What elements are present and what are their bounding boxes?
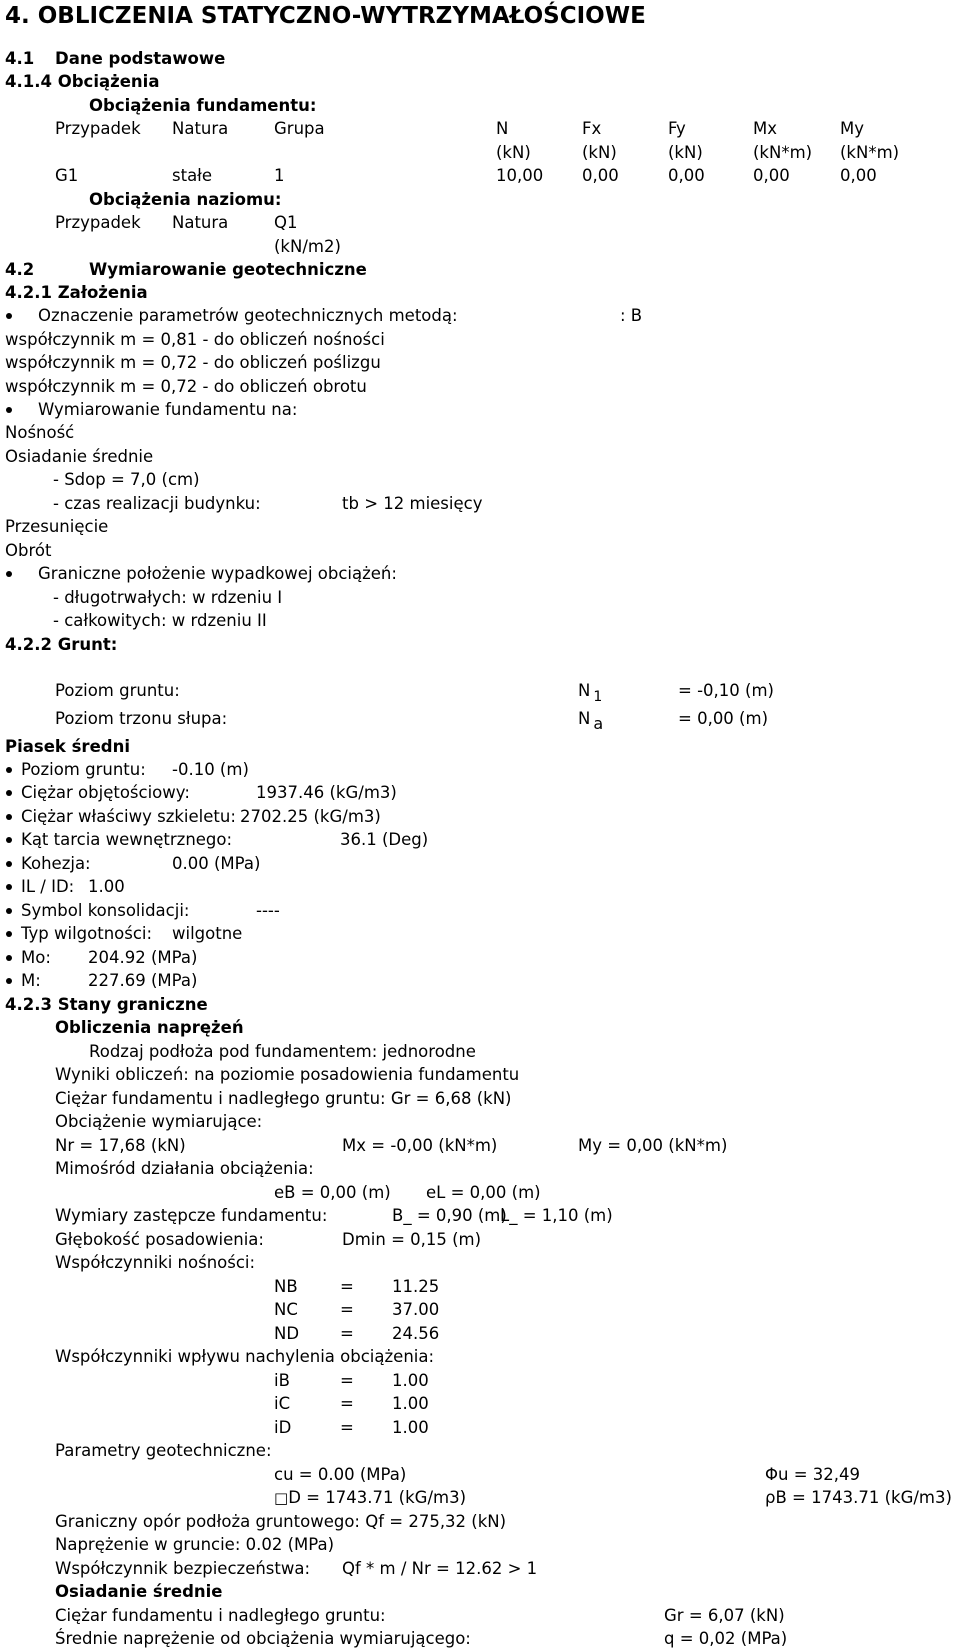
bullet-icon	[6, 571, 12, 577]
coef-name: iC	[274, 1394, 291, 1413]
settlement-stress-label: Średnie naprężenie od obciążenia wymiarującego:	[55, 1629, 471, 1648]
coef-value: 1.00	[392, 1394, 429, 1413]
prop-value: wilgotne	[172, 924, 243, 943]
prop-label: Typ wilgotności:	[21, 924, 153, 943]
equiv-dims-b: B_ = 0,90 (m)	[392, 1206, 507, 1225]
section-4-2-number: 4.2	[5, 260, 35, 279]
section-4-2-title: Wymiarowanie geotechniczne	[89, 260, 367, 279]
design-load-mx: Mx = -0,00 (kN*m)	[342, 1136, 498, 1155]
header-mx: Mx	[753, 119, 778, 138]
build-time-label: - czas realizacji budynku:	[53, 494, 261, 513]
coef-value: 24.56	[392, 1324, 440, 1343]
header-fx: Fx	[582, 119, 602, 138]
column-level-symbol: N a	[578, 709, 604, 733]
method-label: Oznaczenie parametrów geotechnicznych metodą:	[38, 306, 458, 325]
header-fy: Fy	[668, 119, 686, 138]
equiv-dims-label: Wymiary zastępcze fundamentu:	[55, 1206, 328, 1225]
header-case: Przypadek	[55, 119, 141, 138]
coef-name: ND	[274, 1324, 300, 1343]
coef-eq: =	[340, 1394, 354, 1413]
design-settlement: Osiadanie średnie	[5, 447, 154, 466]
unit-my: (kN*m)	[840, 143, 900, 162]
row-case: G1	[55, 166, 79, 185]
coef-value: 1.00	[392, 1418, 429, 1437]
build-time-value: tb > 12 miesięcy	[342, 494, 483, 513]
section-4-1-number: 4.1	[5, 49, 35, 68]
coef-value: 1.00	[392, 1371, 429, 1390]
eccentricity-long: - długotrwałych: w rdzeniu I	[53, 588, 283, 607]
coef-value: 37.00	[392, 1300, 440, 1319]
settlement-weight-label: Ciężar fundamentu i nadległego gruntu:	[55, 1606, 386, 1625]
section-4-1-title: Dane podstawowe	[55, 49, 226, 68]
ground-header-nature: Natura	[172, 213, 229, 232]
coef-eq: =	[340, 1418, 354, 1437]
ground-loads-title: Obciążenia naziomu:	[89, 190, 282, 209]
design-sliding: Przesunięcie	[5, 517, 109, 536]
prop-value: 1937.46 (kG/m3)	[256, 783, 397, 802]
row-n: 10,00	[496, 166, 544, 185]
foundation-loads-title: Obciążenia fundamentu:	[89, 96, 317, 115]
design-bearing: Nośność	[5, 423, 75, 442]
safety-factor-value: Qf * m / Nr = 12.62 > 1	[342, 1559, 538, 1578]
subsoil-type: Rodzaj podłoża pod fundamentem: jednorodne	[89, 1042, 476, 1061]
prop-label: IL / ID:	[21, 877, 75, 896]
bullet-icon	[6, 955, 12, 961]
section-4-2-2-title: 4.2.2 Grunt:	[5, 635, 118, 654]
bullet-icon	[6, 884, 12, 890]
param-gamma-d: □D = 1743.71 (kG/m3)	[274, 1488, 467, 1507]
param-cu: cu = 0.00 (MPa)	[274, 1465, 407, 1484]
coef-eq: =	[340, 1300, 354, 1319]
bullet-icon	[6, 978, 12, 984]
results-level: Wyniki obliczeń: na poziomie posadowienia fundamentu	[55, 1065, 520, 1084]
prop-value: 1.00	[88, 877, 125, 896]
row-fx: 0,00	[582, 166, 619, 185]
unit-fx: (kN)	[582, 143, 617, 162]
coef-eq: =	[340, 1277, 354, 1296]
design-label: Wymiarowanie fundamentu na:	[38, 400, 298, 419]
equiv-dims-l: L_ = 1,10 (m)	[500, 1206, 613, 1225]
design-load-nr: Nr = 17,68 (kN)	[55, 1136, 186, 1155]
section-4-1-4-title: 4.1.4 Obciążenia	[5, 72, 160, 91]
coef-rotation: współczynnik m = 0,72 - do obliczeń obrotu	[5, 377, 367, 396]
bullet-icon	[6, 790, 12, 796]
ground-level-symbol: N $_1$	[578, 681, 603, 705]
header-n: N	[496, 119, 509, 138]
bullet-icon	[6, 767, 12, 773]
coef-name: NB	[274, 1277, 298, 1296]
bullet-icon	[6, 837, 12, 843]
unit-n: (kN)	[496, 143, 531, 162]
ground-level-value: = -0,10 (m)	[678, 681, 774, 700]
method-value: : B	[620, 306, 643, 325]
limit-resistance: Graniczny opór podłoża gruntowego: Qf = 275,32 (kN)	[55, 1512, 507, 1531]
column-level-value: = 0,00 (m)	[678, 709, 769, 728]
settlement-weight-value: Gr = 6,07 (kN)	[664, 1606, 785, 1625]
eccentricity-label: Graniczne położenie wypadkowej obciążeń:	[38, 564, 397, 583]
prop-value: 227.69 (MPa)	[88, 971, 198, 990]
eccentricity-el: eL = 0,00 (m)	[426, 1183, 541, 1202]
row-my: 0,00	[840, 166, 877, 185]
foundation-weight: Ciężar fundamentu i nadległego gruntu: Gr = 6,68 (kN)	[55, 1089, 512, 1108]
ground-level-label: Poziom gruntu:	[55, 681, 180, 700]
prop-value: 0.00 (MPa)	[172, 854, 261, 873]
eccentricity-eb: eB = 0,00 (m)	[274, 1183, 391, 1202]
depth-label: Głębokość posadowienia:	[55, 1230, 264, 1249]
param-rho: ρB = 1743.71 (kG/m3)	[765, 1488, 952, 1507]
header-group: Grupa	[274, 119, 325, 138]
coef-name: iB	[274, 1371, 290, 1390]
prop-label: M:	[21, 971, 41, 990]
coef-bearing: współczynnik m = 0,81 - do obliczeń nośności	[5, 330, 385, 349]
stress-calc-title: Obliczenia naprężeń	[55, 1018, 244, 1037]
param-phi: Φu = 32,49	[765, 1465, 860, 1484]
row-fy: 0,00	[668, 166, 705, 185]
design-load-my: My = 0,00 (kN*m)	[578, 1136, 728, 1155]
depth-value: Dmin = 0,15 (m)	[342, 1230, 482, 1249]
prop-value: -0.10 (m)	[172, 760, 249, 779]
ground-header-q1: Q1	[274, 213, 298, 232]
coef-value: 11.25	[392, 1277, 440, 1296]
bullet-icon	[6, 908, 12, 914]
row-group: 1	[274, 166, 285, 185]
settlement-stress-value: q = 0,02 (MPa)	[664, 1629, 788, 1648]
geo-params-title: Parametry geotechniczne:	[55, 1441, 272, 1460]
bullet-icon	[6, 407, 12, 413]
prop-value: 2702.25 (kG/m3)	[240, 807, 381, 826]
missing-glyph-icon: □	[274, 1489, 289, 1507]
prop-label: Symbol konsolidacji:	[21, 901, 190, 920]
soil-name: Piasek średni	[5, 737, 130, 756]
safety-factor-label: Współczynnik bezpieczeństwa:	[55, 1559, 311, 1578]
coef-eq: =	[340, 1371, 354, 1390]
unit-mx: (kN*m)	[753, 143, 813, 162]
section-4-2-1-title: 4.2.1 Założenia	[5, 283, 148, 302]
bullet-icon	[6, 931, 12, 937]
ground-stress: Naprężenie w gruncie: 0.02 (MPa)	[55, 1535, 335, 1554]
settlement-title: Osiadanie średnie	[55, 1582, 223, 1601]
bullet-icon	[6, 814, 12, 820]
bullet-icon	[6, 861, 12, 867]
prop-value: 36.1 (Deg)	[340, 830, 429, 849]
bullet-icon	[6, 313, 12, 319]
coef-name: NC	[274, 1300, 298, 1319]
prop-label: Ciężar objętościowy:	[21, 783, 190, 802]
row-nature: stałe	[172, 166, 213, 185]
unit-fy: (kN)	[668, 143, 703, 162]
row-mx: 0,00	[753, 166, 790, 185]
sdop: - Sdop = 7,0 (cm)	[53, 470, 200, 489]
prop-value: ----	[256, 901, 280, 920]
page-title: 4. OBLICZENIA STATYCZNO-WYTRZYMAŁOŚCIOWE	[5, 3, 646, 29]
coef-name: iD	[274, 1418, 292, 1437]
prop-label: Mo:	[21, 948, 51, 967]
section-4-2-3-title: 4.2.3 Stany graniczne	[5, 995, 208, 1014]
design-load-title: Obciążenie wymiarujące:	[55, 1112, 263, 1131]
eccentricity-title: Mimośród działania obciążenia:	[55, 1159, 314, 1178]
design-rotation: Obrót	[5, 541, 52, 560]
prop-label: Poziom gruntu:	[21, 760, 146, 779]
ground-unit-q1: (kN/m2)	[274, 237, 341, 256]
ground-header-case: Przypadek	[55, 213, 141, 232]
prop-label: Ciężar właściwy szkieletu:	[21, 807, 236, 826]
prop-label: Kohezja:	[21, 854, 91, 873]
header-nature: Natura	[172, 119, 229, 138]
inclination-coefs-title: Współczynniki wpływu nachylenia obciążenia:	[55, 1347, 435, 1366]
prop-label: Kąt tarcia wewnętrznego:	[21, 830, 233, 849]
eccentricity-total: - całkowitych: w rdzeniu II	[53, 611, 267, 630]
prop-value: 204.92 (MPa)	[88, 948, 198, 967]
column-level-label: Poziom trzonu słupa:	[55, 709, 228, 728]
coef-sliding: współczynnik m = 0,72 - do obliczeń poślizgu	[5, 353, 381, 372]
coef-eq: =	[340, 1324, 354, 1343]
header-my: My	[840, 119, 865, 138]
bearing-coefs-title: Współczynniki nośności:	[55, 1253, 256, 1272]
